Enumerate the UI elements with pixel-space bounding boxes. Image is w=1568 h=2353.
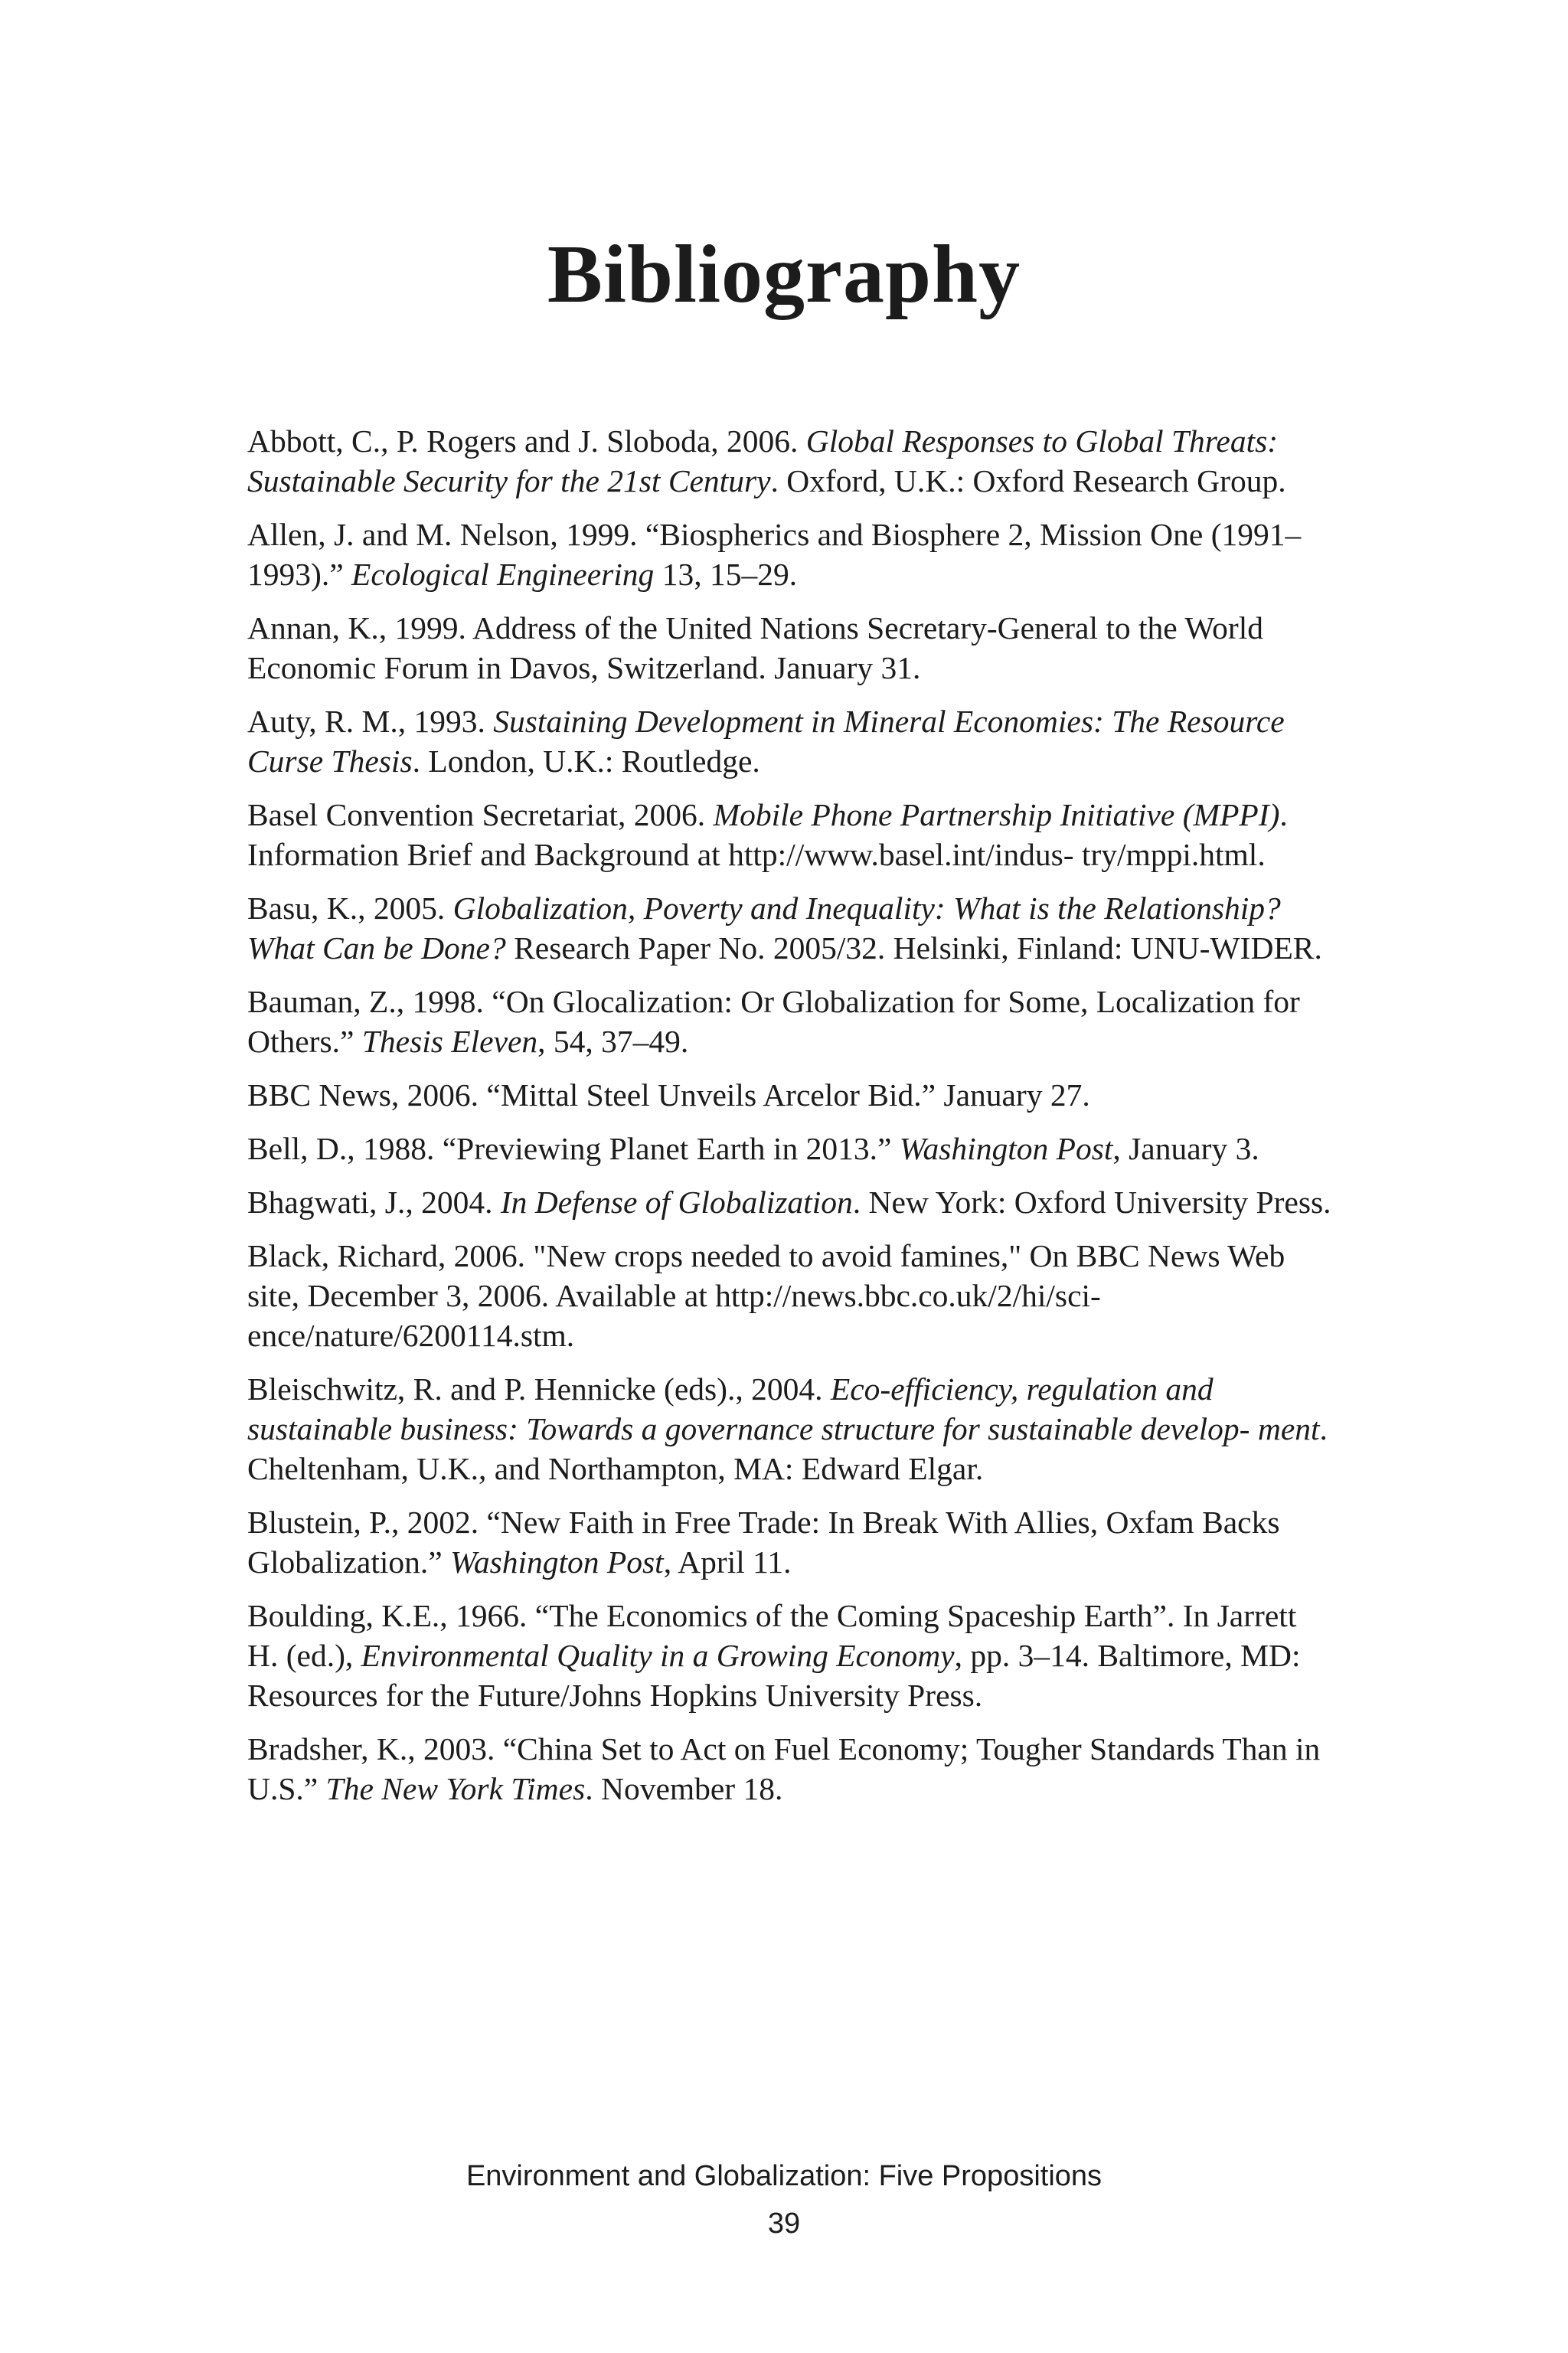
entry-text-tail: , pp. 3–14. Baltimore, MD: Resources for the Future/Johns Hopkins University Press. xyxy=(247,1638,1301,1713)
entry-italic-title: Eco-efficiency, regulation and sustainable business: Towards a governance structure for sustainable develop- ment xyxy=(247,1371,1320,1446)
entry-text-tail: , January 3. xyxy=(1112,1131,1259,1166)
bibliography-entry xyxy=(247,421,1334,501)
page-title: Bibliography xyxy=(547,229,1021,320)
entry-italic-title: Global Responses to Global Threats: Sustainable Security for the 21st Century xyxy=(247,423,1279,498)
entry-text-tail: . New York: Oxford University Press. xyxy=(852,1185,1331,1220)
entry-text: Basel Convention Secretariat, 2006. xyxy=(247,797,714,832)
entry-italic-title: Environmental Quality in a Growing Economy xyxy=(361,1638,955,1673)
bibliography-entry xyxy=(247,608,1334,688)
entry-text: Bradsher, K., 2003. “China Set to Act on Fuel Economy; Tougher Standards Than in U.S.” xyxy=(247,1731,1321,1806)
entry-italic-title: The New York Times xyxy=(325,1771,586,1806)
bibliography-entry xyxy=(247,1502,1334,1582)
bibliography-entry xyxy=(247,701,1334,781)
entry-italic-title: Ecological Engineering xyxy=(351,557,655,592)
entry-text: Bleischwitz, R. and P. Hennicke (eds)., 2004. xyxy=(247,1371,831,1407)
entry-text-tail: , April 11. xyxy=(663,1544,792,1580)
entry-text-tail: Research Paper No. 2005/32. Helsinki, Finland: UNU-WIDER. xyxy=(505,930,1322,966)
entry-text: Bell, D., 1988. “Previewing Planet Earth in 2013.” xyxy=(247,1131,900,1166)
entry-italic-title: Thesis Eleven xyxy=(361,1024,538,1059)
entry-text-tail: . Oxford, U.K.: Oxford Research Group. xyxy=(770,463,1286,498)
entry-text-tail: . Information Brief and Background at http://www.basel.int/indus- try/mppi.html. xyxy=(247,797,1288,872)
bibliography-entry xyxy=(247,1236,1334,1355)
entry-italic-title: Washington Post xyxy=(899,1131,1113,1166)
entry-italic-title: Mobile Phone Partnership Initiative (MPPI) xyxy=(713,797,1280,832)
entry-text: Bhagwati, J., 2004. xyxy=(247,1185,501,1220)
entry-text-tail: 13, 15–29. xyxy=(654,557,798,592)
bibliography-entry xyxy=(247,1129,1334,1168)
bibliography-entry xyxy=(247,1596,1334,1715)
bibliography-entry xyxy=(247,515,1334,594)
entry-italic-title: Globalization, Poverty and Inequality: What is the Relationship? What Can be Done? xyxy=(247,891,1281,966)
footer-book-title: Environment and Globalization: Five Propositions xyxy=(466,2160,1102,2192)
entry-text-tail: , 54, 37–49. xyxy=(537,1024,689,1059)
entry-text: Blustein, P., 2002. “New Faith in Free Trade: In Break With Allies, Oxfam Backs Globalization.” xyxy=(247,1505,1280,1580)
entry-italic-title: Sustaining Development in Mineral Economies: The Resource Curse Thesis xyxy=(247,704,1285,779)
page-number: 39 xyxy=(767,2208,801,2240)
bibliography-entry xyxy=(247,1182,1334,1222)
bibliography-entry xyxy=(247,795,1334,874)
entry-text: Allen, J. and M. Nelson, 1999. “Biospherics and Biosphere 2, Mission One (1991–1993).” xyxy=(247,517,1302,592)
bibliography-entry xyxy=(247,1075,1334,1115)
entry-text-tail: . London, U.K.: Routledge. xyxy=(412,743,760,779)
entry-text: BBC News, 2006. “Mittal Steel Unveils Arcelor Bid.” January 27. xyxy=(247,1077,1090,1113)
entry-text: Abbott, C., P. Rogers and J. Sloboda, 2006. xyxy=(247,423,806,459)
entry-text: Boulding, K.E., 1966. “The Economics of the Coming Spaceship Earth”. In Jarrett H. (ed.), xyxy=(247,1598,1297,1673)
entry-text: Bauman, Z., 1998. “On Glocalization: Or Globalization for Some, Localization for Others.” xyxy=(247,984,1300,1059)
entry-text: Basu, K., 2005. xyxy=(247,891,453,926)
entry-text-tail: . Cheltenham, U.K., and Northampton, MA: Edward Elgar. xyxy=(247,1411,1328,1486)
entry-text: Auty, R. M., 1993. xyxy=(247,704,494,739)
bibliography-entry xyxy=(247,1729,1334,1809)
bibliography-entry xyxy=(247,1369,1334,1489)
entry-italic-title: In Defense of Globalization xyxy=(500,1185,853,1220)
entry-text: Annan, K., 1999. Address of the United Nations Secretary-General to the World Economic Forum in Davos, Switzerland. January 31. xyxy=(247,610,1264,685)
bibliography-list xyxy=(247,421,1334,1822)
bibliography-entry xyxy=(247,982,1334,1061)
entry-text: Black, Richard, 2006. "New crops needed to avoid famines," On BBC News Web site, December 3, 2006. Available at http://news.bbc.co.uk/2/hi/sci- ence/nature/6200114.stm. xyxy=(247,1238,1285,1353)
entry-text-tail: . November 18. xyxy=(585,1771,783,1806)
bibliography-entry xyxy=(247,888,1334,968)
entry-italic-title: Washington Post xyxy=(450,1544,664,1580)
